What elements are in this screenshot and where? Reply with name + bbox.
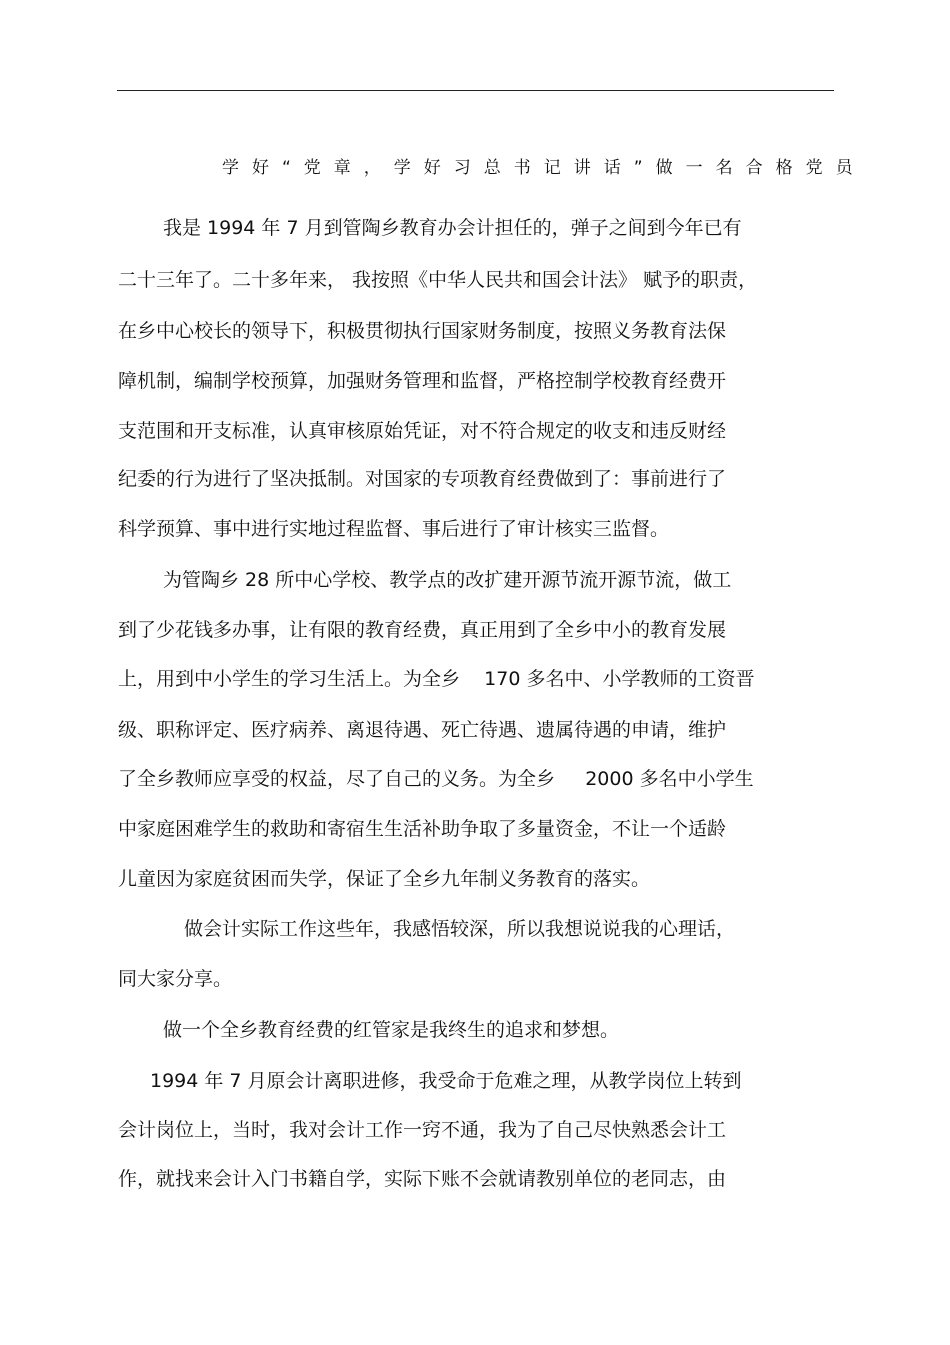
body-line-9: 到了少花钱多办事，让有限的教育经费，真正用到了全乡中小的教育发展 <box>118 619 727 641</box>
body-line-20: 作，就找来会计入门书籍自学，实际下账不会就请教别单位的老同志，由 <box>118 1168 727 1190</box>
body-line-4: 障机制，编制学校预算，加强财务管理和监督，严格控制学校教育经费开 <box>118 370 727 392</box>
body-line-13: 中家庭困难学生的救助和寄宿生生活补助争取了多量资金，不让一个适龄 <box>118 818 727 840</box>
body-line-18: 1994 年 7 月原会计离职进修，我受命于危难之理，从教学岗位上转到 <box>150 1070 742 1092</box>
body-line-3: 在乡中心校长的领导下，积极贯彻执行国家财务制度，按照义务教育法保 <box>118 320 727 342</box>
body-line-6: 纪委的行为进行了坚决抵制。对国家的专项教育经费做到了：事前进行了 <box>118 468 727 490</box>
document-title: 学好“党章，学好习总书记讲话”做一名合格党员 <box>222 158 866 178</box>
body-line-8: 为管陶乡 28 所中心学校、教学点的改扩建开源节流开源节流，做工 <box>163 569 732 591</box>
body-line-14: 儿童因为家庭贫困而失学，保证了全乡九年制义务教育的落实。 <box>118 868 651 890</box>
body-line-15: 做会计实际工作这些年，我感悟较深，所以我想说说我的心理话， <box>184 918 736 940</box>
body-line-2: 二十三年了。二十多年来， 我按照《中华人民共和国会计法》 赋予的职责， <box>118 269 758 291</box>
body-line-17: 做一个全乡教育经费的红管家是我终生的追求和梦想。 <box>163 1019 620 1041</box>
body-line-5: 支范围和开支标准，认真审核原始凭证，对不符合规定的收支和违反财经 <box>118 420 727 442</box>
body-line-7: 科学预算、事中进行实地过程监督、事后进行了审计核实三监督。 <box>118 518 670 540</box>
body-line-16: 同大家分享。 <box>118 968 233 990</box>
body-line-1: 我是 1994 年 7 月到管陶乡教育办会计担任的，弹子之间到今年已有 <box>163 217 742 239</box>
header-rule <box>117 90 834 91</box>
body-line-11: 级、职称评定、医疗病养、离退待遇、死亡待遇、遗属待遇的申请，维护 <box>118 719 727 741</box>
body-line-12: 了全乡教师应享受的权益，尽了自己的义务。为全乡 2000 多名中小学生 <box>118 768 754 790</box>
body-line-19: 会计岗位上，当时，我对会计工作一窍不通，我为了自己尽快熟悉会计工 <box>118 1119 727 1141</box>
body-line-10: 上，用到中小学生的学习生活上。为全乡 170 多名中、小学教师的工资晋 <box>118 668 755 690</box>
